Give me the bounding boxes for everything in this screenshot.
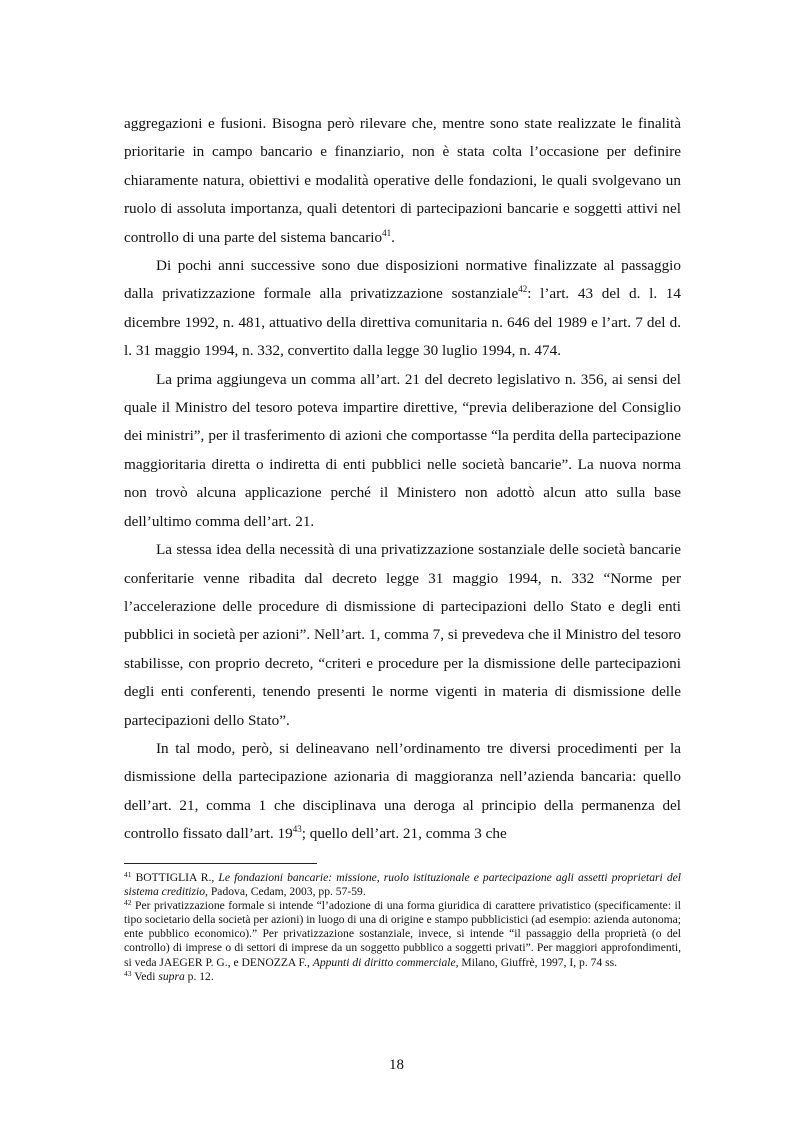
paragraph-1: aggregazioni e fusioni. Bisogna però rilevare che, mentre sono state realizzate le finalità prioritarie in campo bancario e finanziario, non è stata colta l’occasione per definire chiaramente natura, obiettivi e modalità operative delle fondazioni, le quali svolgevano un ruolo di assoluta importanza, quali detentori di partecipazioni bancarie e soggetti attivi nel controllo di una parte del sistema bancario$^{41}$. [124, 115, 681, 246]
paragraph-3: La prima aggiungeva un comma all’art. 21 del decreto legislativo n. 356, ai sensi del quale il Ministro del tesoro poteva impartire direttive, “previa deliberazione del Consiglio dei ministri”, per il trasferimento di azioni che comportasse “la perdita della partecipazione maggioritaria diretta o indiretta di enti pubblici nelle società bancarie”. La nuova norma non trovò alcuna applicazione perché il Ministero non adottò alcun atto sulla base dell’ultimo comma dell’art. 21. [124, 370, 681, 530]
body-text [124, 110, 681, 849]
paragraph-2: Di pochi anni successive sono due disposizioni normative finalizzate al passaggio dalla privatizzazione formale alla privatizzazione sostanziale$^{42}$: l’art. 43 del d. l. 14 dicembre 1992, n. 481, attuativo della direttiva comunitaria n. 646 del 1989 e l’art. 7 del d. l. 31 maggio 1994, n. 332, convertito dalla legge 30 luglio 1994, n. 474. [124, 257, 681, 360]
footnote-41: $^{41}$ BOTTIGLIA R., Le fondazioni bancarie: missione, ruolo istituzionale e partecipazione agli assetti proprietari del sistema creditizio, Padova, Cedam, 2003, pp. 57-59. [124, 870, 681, 899]
paragraph-4: La stessa idea della necessità di una privatizzazione sostanziale delle società bancarie conferitarie venne ribadita dal decreto legge 31 maggio 1994, n. 332 “Norme per l’accelerazione delle procedure di dismissione di partecipazioni dello Stato e degli enti pubblici in società per azioni”. Nell’art. 1, comma 7, si prevedeva che il Ministro del tesoro stabilisse, con proprio decreto, “criteri e procedure per la dismissione delle partecipazioni degli enti conferenti, tenendo presenti le norme vigenti in materia di dismissione delle partecipazioni dello Stato”. [124, 541, 681, 729]
footnote-separator [124, 863, 317, 864]
footnote-43: $^{43}$ Vedi supra p. 12. [124, 968, 214, 983]
paragraph-5: In tal modo, però, si delineavano nell’ordinamento tre diversi procedimenti per la dismissione della partecipazione azionaria di maggioranza nell’azienda bancaria: quello dell’art. 21, comma 1 che disciplinava una deroga al principio della permanenza del controllo fissato dall’art. $19^{43}$; quello dell’art. 21, comma 3 che [124, 739, 681, 843]
footnote-42: $^{42}$ Per privatizzazione formale si intende “l’adozione di una forma giuridica di carattere privatistico (specificamente: il tipo societario della società per azioni) in luogo di una di origine e stampo pubblicistici (ad esempio: azienda autonoma; ente pubblico economico).” Per privatizzazione sostanziale, invece, si intende “il passaggio della proprietà (o del controllo) di imprese o di settori di imprese da un soggetto pubblico a soggetti privati”. Per maggiori approfondimenti, si veda JAEGER P. G., e DENOZZA F., Appunti di diritto commerciale, Milano, Giuffrè, 1997, I, p. 74 ss. [124, 898, 681, 969]
footnote-ref-42[interactable]: 42 [518, 284, 528, 295]
footnote-ref-41[interactable]: 41 [382, 227, 392, 238]
footnotes [124, 871, 681, 984]
page-number: 18 [389, 1057, 404, 1073]
footnote-ref-43[interactable]: 43 [292, 824, 302, 835]
